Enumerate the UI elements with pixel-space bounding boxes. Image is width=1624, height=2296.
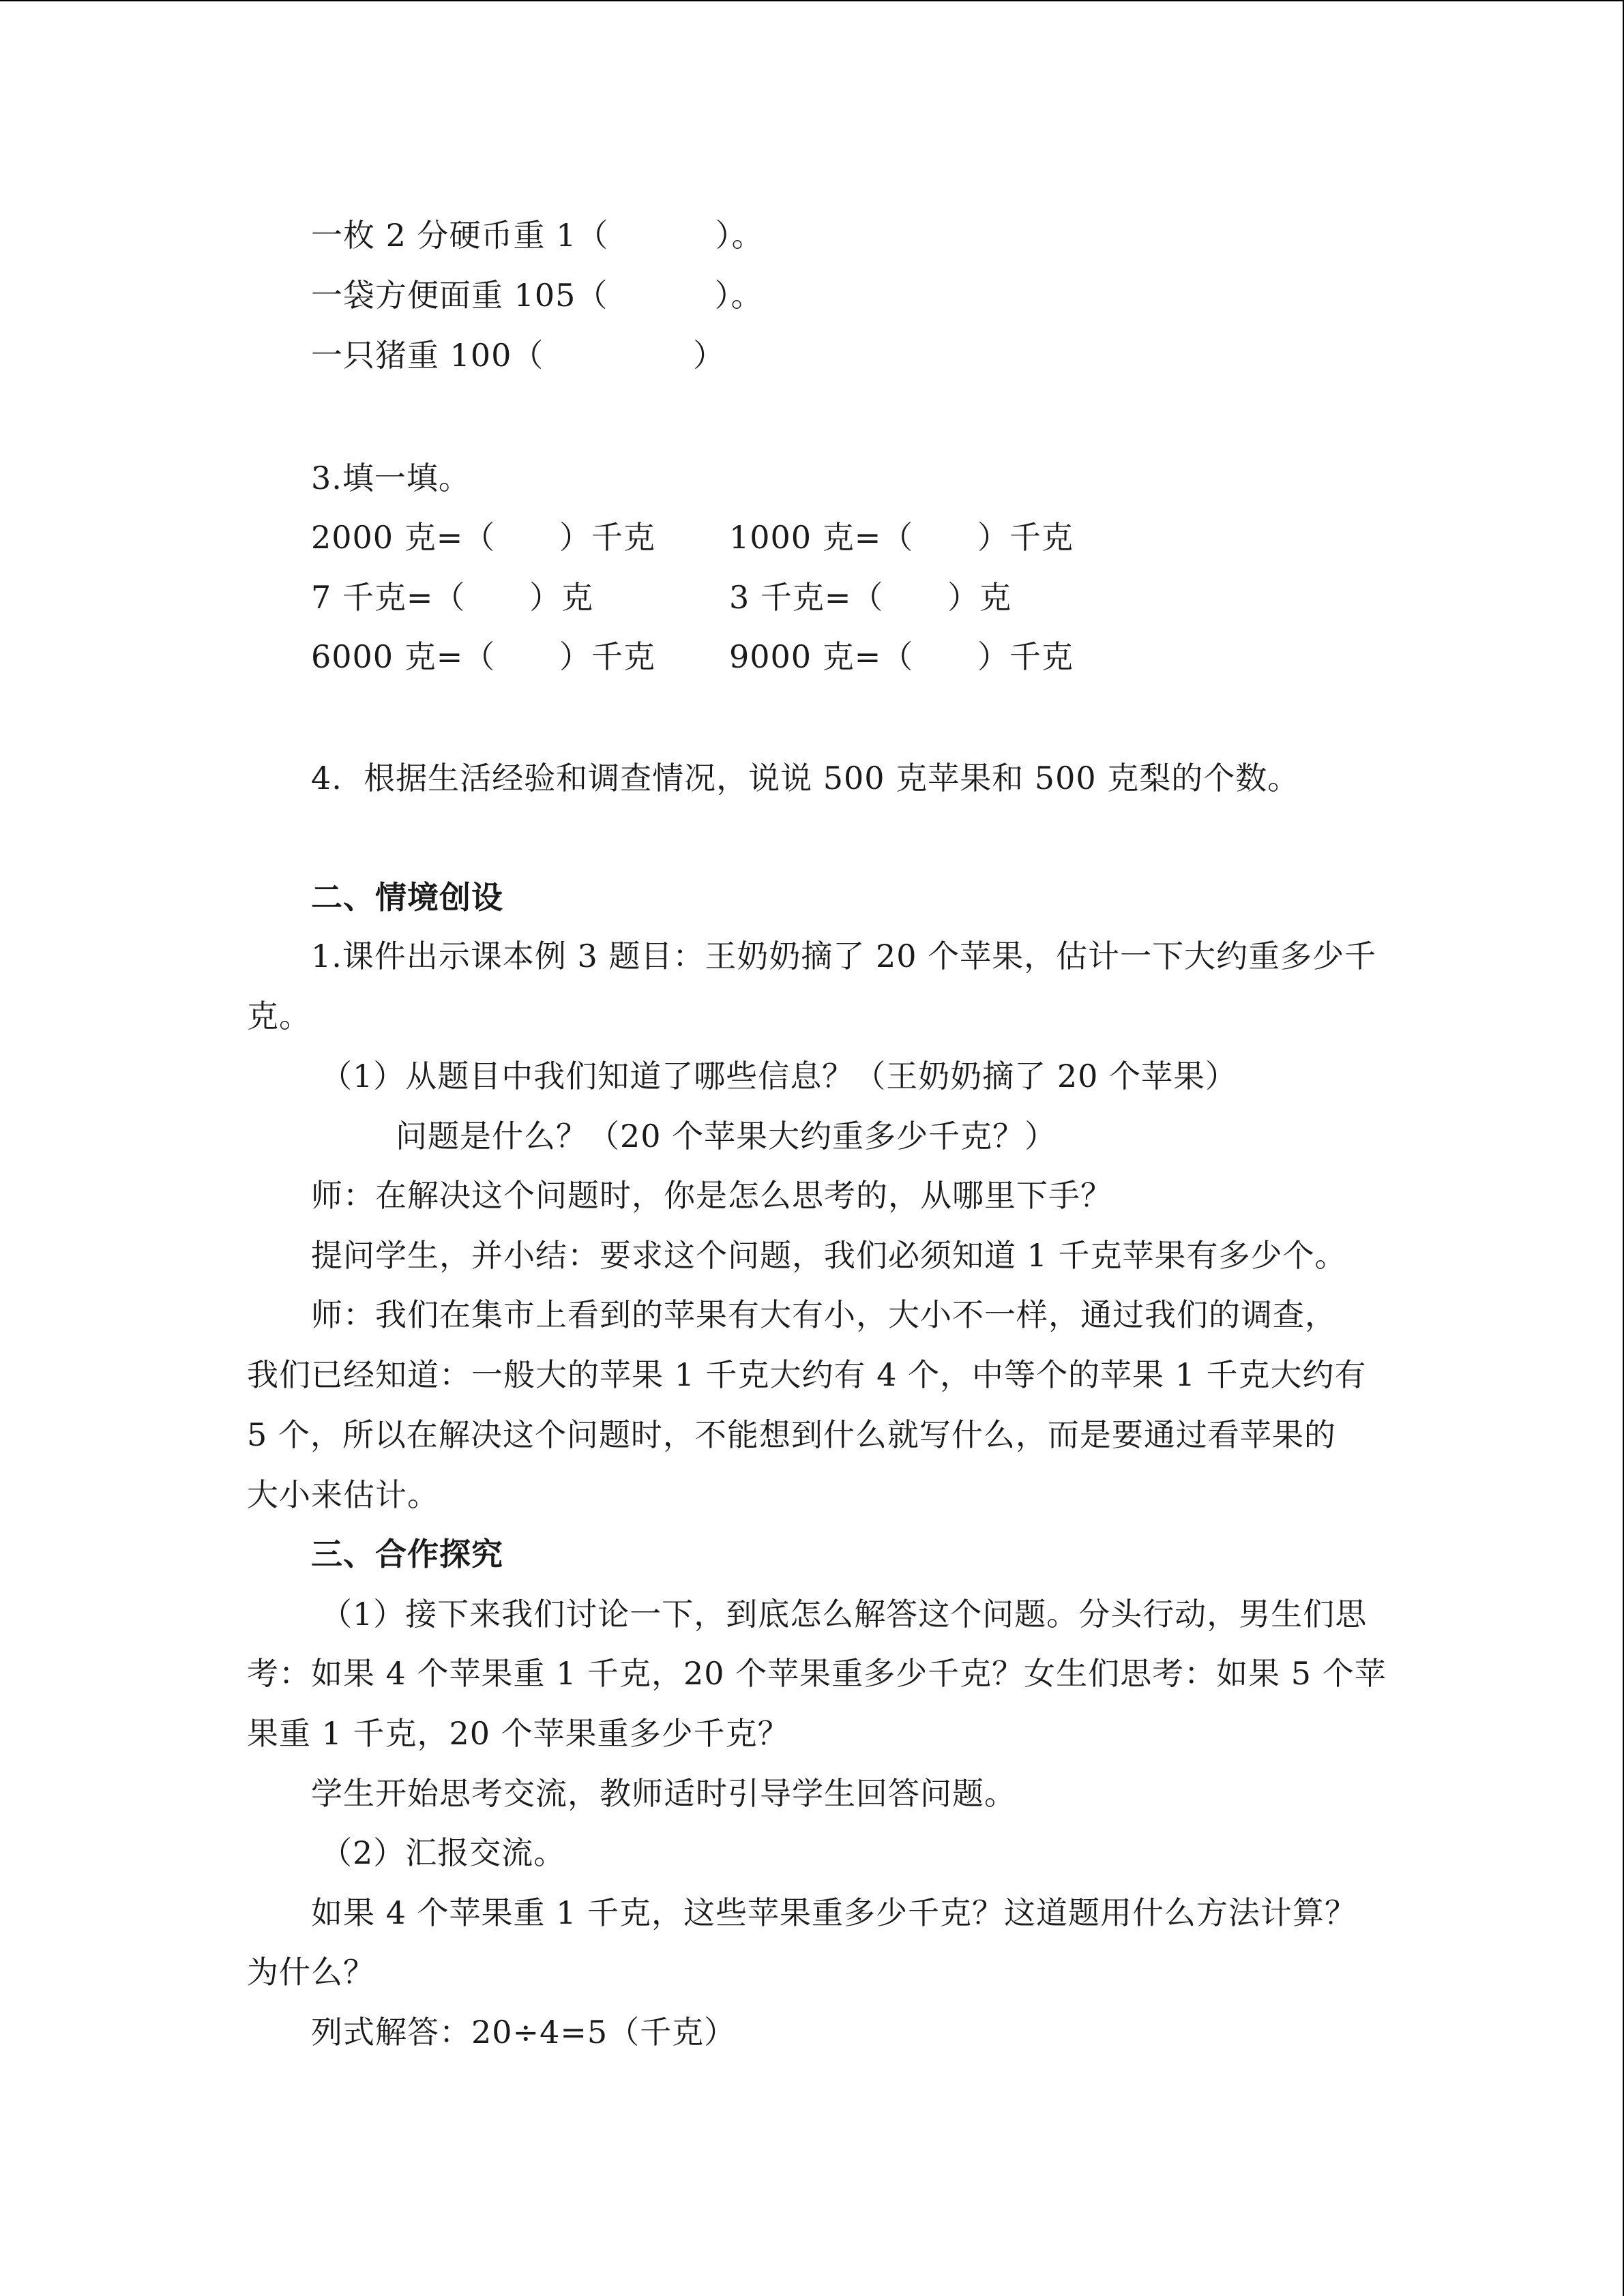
fill-row-3-right: 9000 克=（ ）千克 [729,638,1074,675]
section-3-paragraph: 学生开始思考交流，教师适时引导学生回答问题。 [311,1775,1016,1812]
section-3-paragraph: （2）汇报交流。 [321,1834,566,1871]
fill-row-2-left: 7 千克=（ ）克 [311,579,594,616]
section-2-paragraph: 1.课件出示课本例 3 题目：王奶奶摘了 20 个苹果，估计一下大约重多少千 [311,938,1377,974]
page-border-top [0,0,1623,1]
section-2-paragraph: 大小来估计。 [247,1476,439,1513]
section-3-paragraph: 考：如果 4 个苹果重 1 千克，20 个苹果重多少千克？女生们思考：如果 5 个苹 [247,1655,1387,1692]
section-3-paragraph: 如果 4 个苹果重 1 千克，这些苹果重多少千克？这道题用什么方法计算？ [311,1894,1357,1931]
section-2-heading: 二、情境创设 [311,879,503,916]
section-2-paragraph: 提问学生，并小结：要求这个问题，我们必须知道 1 千克苹果有多少个。 [311,1237,1347,1274]
section-2-paragraph: 师：我们在集市上看到的苹果有大有小，大小不一样，通过我们的调查， [311,1296,1337,1333]
section-2-paragraph: （1）从题目中我们知道了哪些信息？（王奶奶摘了 20 个苹果） [321,1058,1238,1094]
section-3-heading: 三、合作探究 [311,1536,503,1572]
fill-row-1-left: 2000 克=（ ）千克 [311,519,655,556]
fill-section-title: 3.填一填。 [311,460,471,496]
section-2-paragraph: 师：在解决这个问题时，你是怎么思考的，从哪里下手？ [311,1177,1112,1214]
section-2-paragraph: 克。 [247,998,311,1034]
units-question-coin: 一枚 2 分硬币重 1（ ）。 [311,217,764,254]
units-question-noodles: 一袋方便面重 105（ ）。 [311,277,763,314]
section-3-paragraph: 果重 1 千克，20 个苹果重多少千克？ [247,1715,790,1752]
fill-row-3-left: 6000 克=（ ）千克 [311,638,655,675]
units-question-pig: 一只猪重 100（ ） [311,337,726,374]
fill-row-1-right: 1000 克=（ ）千克 [729,519,1074,556]
section-2-paragraph: 我们已经知道：一般大的苹果 1 千克大约有 4 个，中等个的苹果 1 千克大约有 [247,1356,1367,1393]
section-3-paragraph: （1）接下来我们讨论一下，到底怎么解答这个问题。分头行动，男生们思 [321,1596,1368,1632]
section-3-paragraph: 为什么？ [247,1954,375,1991]
question-4: 4. 根据生活经验和调查情况，说说 500 克苹果和 500 克梨的个数。 [311,760,1300,796]
section-3-paragraph: 列式解答：20÷4=5（千克） [311,2014,737,2051]
section-2-paragraph: 问题是什么？（20 个苹果大约重多少千克？） [396,1118,1057,1154]
fill-row-2-right: 3 千克=（ ）克 [729,579,1012,616]
section-2-paragraph: 5 个，所以在解决这个问题时，不能想到什么就写什么，而是要通过看苹果的 [247,1416,1336,1453]
